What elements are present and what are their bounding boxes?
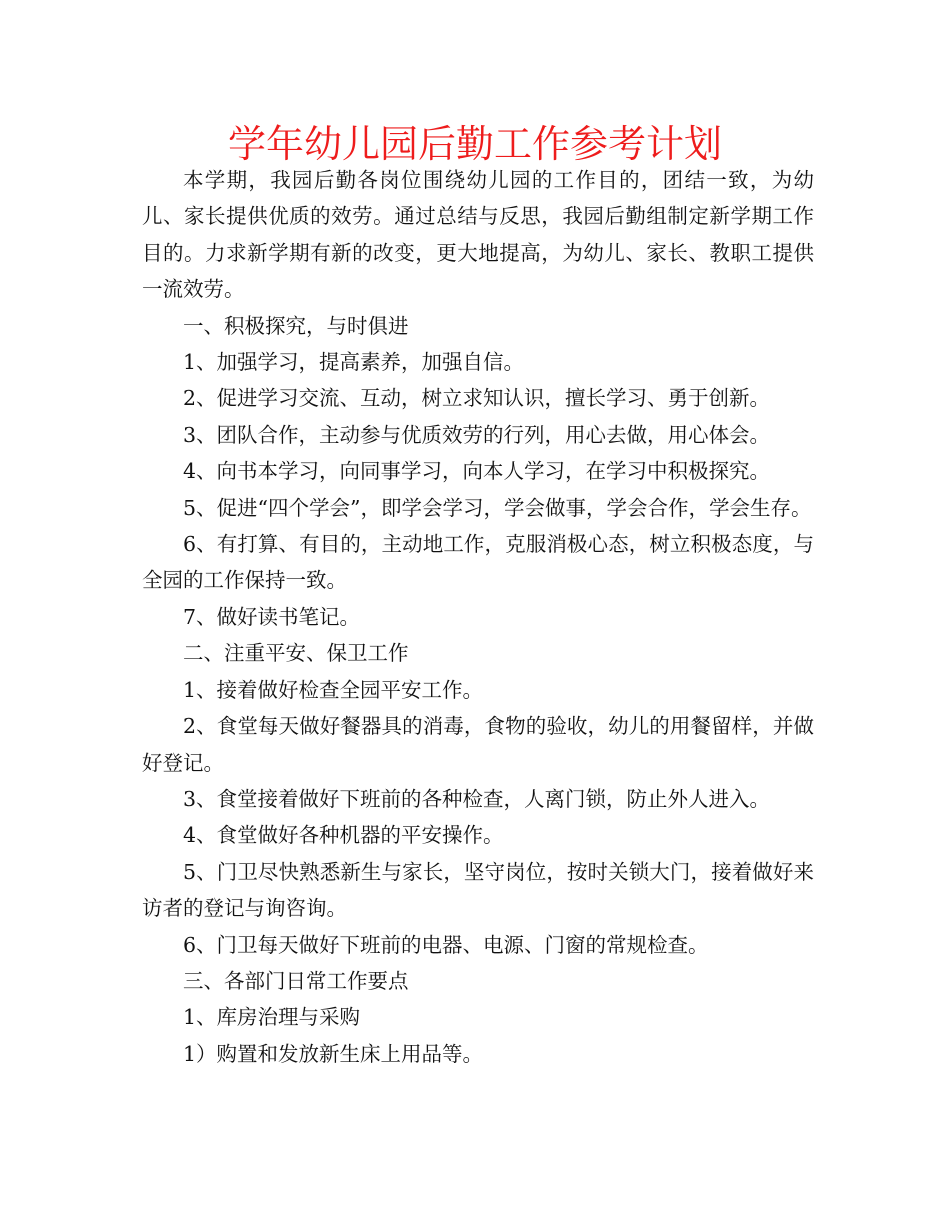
list-item: 1、加强学习，提高素养，加强自信。: [183, 350, 525, 375]
list-item: 1、接着做好检查全园平安工作。: [183, 677, 484, 702]
list-item: 2、食堂每天做好餐器具的消毒，食物的验收，幼儿的用餐留样，并做好登记。: [142, 714, 814, 775]
section-heading-1: 一、积极探究，与时俱进: [183, 313, 409, 338]
section-heading-3: 三、各部门日常工作要点: [183, 968, 409, 993]
list-item: 7、做好读书笔记。: [183, 604, 361, 629]
document-title: 学年幼儿园后勤工作参考计划: [227, 122, 722, 166]
list-item: 4、食堂做好各种机器的平安操作。: [183, 823, 504, 848]
intro-paragraph: 本学期，我园后勤各岗位围绕幼儿园的工作目的，团结一致，为幼儿、家长提供优质的效劳。通过总结与反思，我园后勤组制定新学期工作目的。力求新学期有新的改变，更大地提高，为幼儿、家长、教职工提供一流效劳。: [142, 168, 814, 302]
list-item: 4、向书本学习，向同事学习，向本人学习，在学习中积极探究。: [183, 459, 771, 484]
document-body: [142, 162, 814, 1072]
list-item: 3、团队合作，主动参与优质效劳的行列，用心去做，用心体会。: [183, 422, 771, 447]
section-heading-2: 二、注重平安、保卫工作: [183, 641, 409, 666]
list-item: 2、促进学习交流、互动，树立求知认识，擅长学习、勇于创新。: [183, 386, 771, 411]
sub-heading: 1、库房治理与采购: [183, 1005, 361, 1030]
list-item: 5、门卫尽快熟悉新生与家长，坚守岗位，按时关锁大门，接着做好来访者的登记与询咨询。: [142, 859, 814, 921]
list-item: 3、食堂接着做好下班前的各种检查，人离门锁，防止外人进入。: [183, 786, 771, 811]
list-item: 5、促进“四个学会”，即学会学习，学会做事，学会合作，学会生存。: [183, 495, 812, 520]
list-item: 6、门卫每天做好下班前的电器、电源、门窗的常规检查。: [183, 932, 709, 957]
list-item: 6、有打算、有目的，主动地工作，克服消极心态，树立积极态度，与全园的工作保持一致。: [142, 532, 814, 593]
list-item: 1）购置和发放新生床上用品等。: [183, 1041, 484, 1066]
